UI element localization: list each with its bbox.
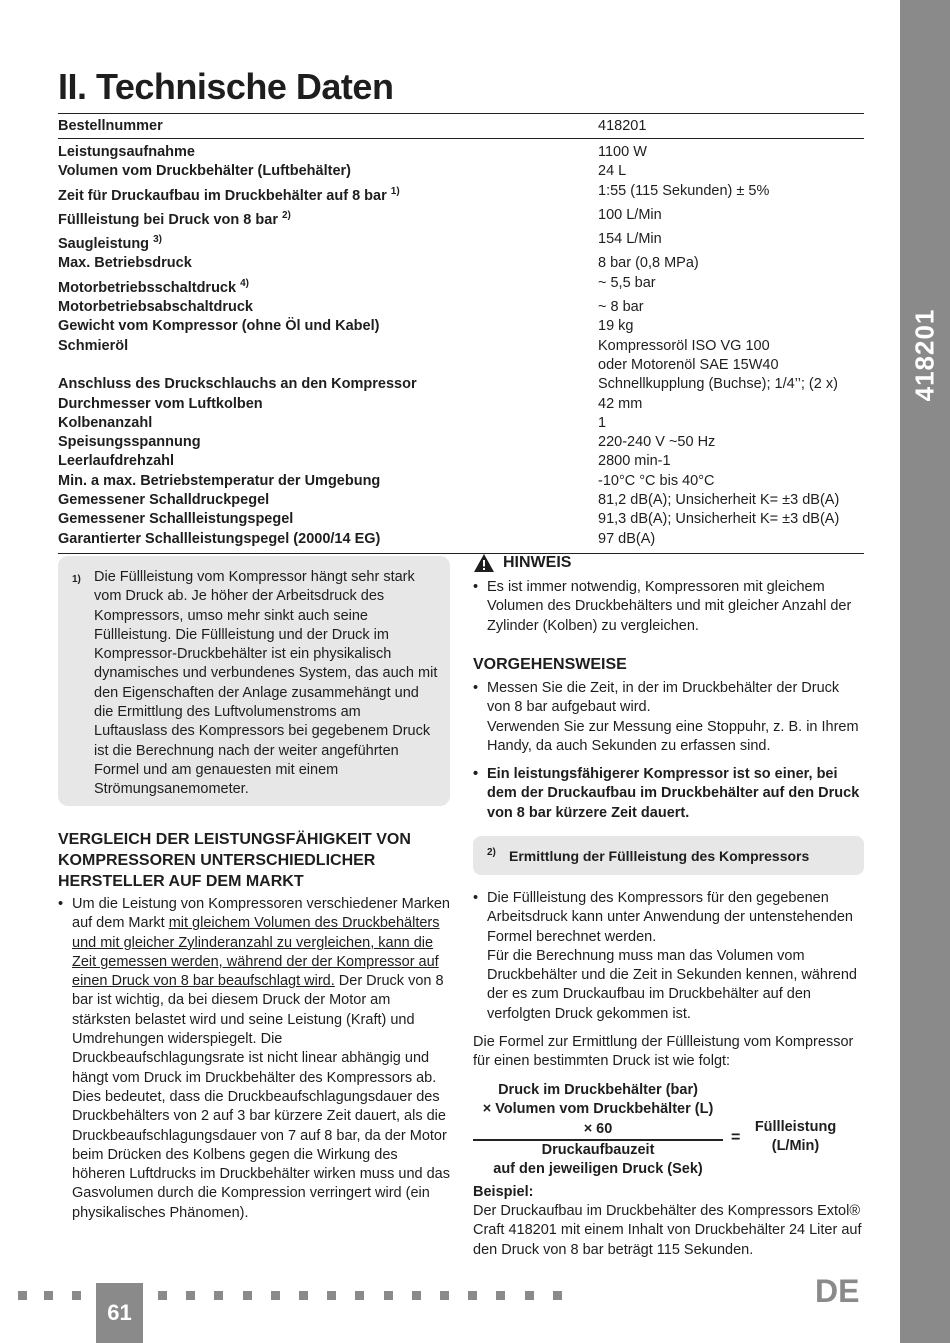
spec-value: Kompressoröl ISO VG 100 oder Motorenöl SAE 15W40 [598, 337, 779, 373]
spec-label [58, 472, 598, 491]
compare-text-a: Um die Leistung von Kompressoren verschiedener Marken auf dem Markt [72, 896, 450, 932]
spec-row [58, 375, 864, 394]
footnote-box [58, 556, 450, 806]
spec-row [58, 206, 864, 230]
spec-label-text: Volumen vom Druckbehälter (Luftbehälter) [58, 163, 351, 180]
spec-value: -10°C °C bis 40°C [598, 472, 715, 489]
page-title: II. Technische Daten [58, 66, 394, 107]
spec-footnote-ref: 3) [153, 234, 162, 246]
vorgehen-text-1b: Verwenden Sie zur Messung eine Stoppuhr, z. B. in Ihrem Handy, da auch Sekunden zu erfassen sind. [487, 718, 859, 754]
spec-label [58, 254, 598, 273]
example-label: Beispiel: [473, 1184, 534, 1200]
spec-row [58, 491, 864, 510]
spec-table [58, 113, 864, 554]
spec-label [58, 395, 598, 414]
spec-value: ~ 5,5 bar [598, 274, 656, 291]
spec-header-row [58, 113, 864, 139]
vorgehen-bullet-2 [473, 765, 865, 823]
spec-label [58, 317, 598, 336]
spec-value: 1100 W [598, 144, 647, 160]
spec-row [58, 298, 864, 317]
spec-label-text: Gemessener Schalldruckpegel [58, 492, 270, 509]
page-number: 61 [96, 1283, 143, 1343]
spec-label-text: Schmieröl [58, 337, 129, 354]
spec-row [58, 274, 864, 298]
spec-value: 81,2 dB(A); Unsicherheit K= ±3 dB(A) [598, 492, 840, 509]
spec-row [58, 433, 864, 452]
compare-bullet [58, 895, 450, 1223]
footer-square [384, 1291, 393, 1300]
spec-label [58, 375, 598, 394]
spec-label [58, 433, 598, 452]
hinweis-bullet [473, 578, 865, 636]
formula-num-line-3: × 60 [583, 1120, 613, 1137]
spec-label [58, 298, 598, 317]
formula-num-line-2: × Volumen vom Druckbehälter (L) [482, 1101, 714, 1118]
spec-value: 97 dB(A) [598, 530, 656, 547]
bullet-dot: • [473, 680, 479, 696]
spec-label-text: Motorbetriebsschaltdruck [58, 279, 237, 296]
spec-row [58, 414, 864, 433]
footer-square [271, 1291, 280, 1300]
formula-section-number: 2) [487, 847, 496, 858]
hinweis-text: Es ist immer notwendig, Kompressoren mit gleichem Volumen des Druckbehälters und mit gleicher Anzahl der Zylinder (Kolben) zu vergleichen. [487, 579, 852, 634]
fill-text [487, 889, 865, 1024]
footer-square [18, 1291, 27, 1300]
spec-label-text: Gewicht vom Kompressor (ohne Öl und Kabel) [58, 318, 380, 335]
spec-label-text: Zeit für Druckaufbau im Druckbehälter auf 8 bar [58, 187, 387, 204]
footer-square [214, 1291, 223, 1300]
example-text: Der Druckaufbau im Druckbehälter des Kompressors Extol® Craft 418201 mit einem Inhalt von Druckbehälter 24 Liter auf den Druck von 8 bar beträgt 115 Sekunden. [473, 1203, 862, 1258]
spec-row [58, 143, 864, 162]
spec-label-text: Füllleistung bei Druck von 8 bar [58, 211, 278, 228]
footer-square [44, 1291, 53, 1300]
spec-label-text: Motorbetriebsabschaltdruck [58, 299, 253, 316]
spec-row [58, 452, 864, 471]
side-strip [900, 0, 950, 1343]
footer-square [496, 1291, 505, 1300]
spec-row [58, 510, 864, 529]
spec-label [58, 530, 598, 549]
spec-label [58, 143, 598, 162]
formula-result [748, 1118, 843, 1157]
spec-label [58, 414, 598, 433]
formula-den-line-1: Druckaufbauzeit [541, 1142, 655, 1158]
spec-label-text: Durchmesser vom Luftkolben [58, 395, 263, 412]
spec-rows [58, 139, 864, 554]
spec-label-text: Max. Betriebsdruck [58, 255, 192, 272]
footnote-number: 1) [72, 574, 81, 585]
fill-text-b: Für die Berechnung muss man das Volumen vom Druckbehälter und die Zeit in Sekunden kennen, während der es zum Druckaufbau im Druckbehälter auf den verfolgten Druck gekommen ist. [487, 947, 857, 1022]
spec-row [58, 254, 864, 273]
spec-footnote-ref: 2) [282, 209, 291, 221]
spec-value: Schnellkupplung (Buchse); 1/4’’; (2 x) [598, 376, 838, 393]
spec-label-text: Speisungsspannung [58, 434, 201, 451]
footer-square [440, 1291, 449, 1300]
spec-label-text: Min. a max. Betriebstemperatur der Umgebung [58, 472, 381, 489]
spec-label [58, 230, 598, 254]
spec-value: 42 mm [598, 395, 643, 412]
vorgehen-heading: VORGEHENSWEISE [473, 656, 627, 673]
compare-text [72, 895, 450, 1223]
spec-label [58, 510, 598, 529]
compare-text-underlined: mit gleichem Volumen des Druckbehälters und mit gleicher Zylinderanzahl zu vergleichen, kann die Zeit gemessen werden, während der der Kompressor auf einen Druck von 8 bar beaufschlagt wird. [72, 915, 440, 990]
spec-value: 24 L [598, 163, 627, 180]
spec-value: 100 L/Min [598, 206, 662, 223]
footer-square [412, 1291, 421, 1300]
fill-text-a: Die Füllleistung des Kompressors für den gegebenen Arbeitsdruck kann unter Anwendung der untenstehenden Formel berechnet werden. [487, 890, 853, 945]
spec-row [58, 182, 864, 206]
spec-label-text: Garantierter Schallleistungspegel (2000/14 EG) [58, 530, 381, 547]
spec-row [58, 530, 864, 549]
formula-denominator [473, 1141, 723, 1180]
footer-square [158, 1291, 167, 1300]
formula-num-line-1: Druck im Druckbehälter (bar) [498, 1082, 698, 1098]
side-product-code: 418201 [909, 308, 940, 402]
spec-row [58, 230, 864, 254]
spec-value: 19 kg [598, 318, 634, 335]
compare-text-b: Der Druck von 8 bar ist wichtig, da bei diesem Druck der Motor am stärksten belastet wird und seine Leistung (Kraft) und Umdrehungen widerspiegelt. Die Druckbeaufschlagungsrate ist nicht linear abhängig und hängt vom Druck im Druckbehälter des Kompressors ab. Dies bedeutet, dass die Druckbeaufschlagungsdauer des Druckbehälters von 2 auf 3 bar kürzere Zeit dauert, als die Druckbeaufschlagungsdauer von 7 auf 8 bar, da der Motor beim Drücken des Kolbens gegen die Wirkung des höheren Luftdrucks im Druckbehälter wirken muss und das Gasvolumen durch die Kompression verringert wird (ein physikalisches Phänomen). [72, 973, 450, 1221]
vorgehen-text-2: Ein leistungsfähigerer Kompressor ist so einer, bei dem der Druckaufbau im Druckbehälter auf den Druck von 8 bar kürzere Zeit dauert. [487, 766, 860, 821]
formula [473, 1081, 865, 1181]
spec-label [58, 452, 598, 471]
formula-intro: Die Formel zur Ermittlung der Füllleistung vom Kompressor für einen bestimmten Druck ist wie folgt: [473, 1034, 854, 1070]
spec-label-text: Gemessener Schallleistungspegel [58, 511, 294, 528]
spec-value: 1:55 (115 Sekunden) ± 5% [598, 182, 770, 199]
spec-header-label: Bestellnummer [58, 118, 163, 134]
vorgehen-text-1a: Messen Sie die Zeit, in der im Druckbehälter der Druck von 8 bar aufgebaut wird. [487, 680, 840, 716]
footer-square [525, 1291, 534, 1300]
spec-label [58, 274, 598, 298]
spec-label-text: Anschluss des Druckschlauchs an den Kompressor [58, 376, 417, 393]
spec-value: ~ 8 bar [598, 299, 644, 316]
spec-row [58, 395, 864, 414]
spec-value: 154 L/Min [598, 231, 662, 248]
spec-label [58, 206, 598, 230]
hinweis-heading-row [473, 553, 571, 573]
bullet-dot: • [473, 766, 479, 782]
footer-square [355, 1291, 364, 1300]
spec-label [58, 182, 598, 206]
vorgehen-text-1 [487, 679, 865, 756]
spec-value: 8 bar (0,8 MPa) [598, 255, 699, 272]
bullet-dot: • [473, 579, 479, 595]
spec-label [58, 491, 598, 510]
spec-footnote-ref: 4) [240, 277, 250, 289]
footer-square [72, 1291, 81, 1300]
vorgehen-bullet-1 [473, 679, 865, 756]
formula-section-title: Ermittlung der Füllleistung des Kompressors [509, 847, 810, 864]
spec-value: 220-240 V ~50 Hz [598, 434, 716, 451]
formula-den-line-2: auf den jeweiligen Druck (Sek) [493, 1161, 703, 1178]
spec-footnote-ref: 1) [390, 185, 400, 197]
footer-square [468, 1291, 477, 1300]
spec-row [58, 472, 864, 491]
spec-row [58, 162, 864, 181]
footer-square [186, 1291, 195, 1300]
spec-row [58, 317, 864, 336]
spec-label-text: Saugleistung [58, 236, 150, 253]
formula-result-line-2: (L/Min) [771, 1138, 820, 1155]
spec-row [58, 337, 864, 376]
hinweis-heading: HINWEIS [503, 554, 572, 571]
formula-numerator [473, 1081, 723, 1139]
bullet-dot: • [473, 890, 479, 906]
language-code: DE [815, 1273, 860, 1309]
spec-value: 1 [598, 414, 607, 431]
footer-square [299, 1291, 308, 1300]
formula-equals: = [731, 1129, 741, 1146]
spec-value: 91,3 dB(A); Unsicherheit K= ±3 dB(A) [598, 511, 840, 528]
warning-triangle-icon [473, 553, 495, 573]
compare-heading: VERGLEICH DER LEISTUNGSFÄHIGKEIT VON KOMPRESSOREN UNTERSCHIEDLICHER HERSTELLER AUF DEM MARKT [58, 831, 411, 890]
formula-section-box [473, 836, 864, 875]
spec-label [58, 337, 598, 376]
fill-bullet [473, 889, 865, 1024]
spec-label-text: Leistungsaufnahme [58, 144, 195, 160]
footnote-text: Die Füllleistung vom Kompressor hängt sehr stark vom Druck ab. Je höher der Arbeitsdruck des Kompressors, umso mehr sinkt auch seine Füllleistung. Die Füllleistung und der Druck im Kompressor-Druckbehälter ist ein physikalisch dynamisches und verbundenes System, das auch mit den Eigenschaften der Anlage zusammehängt und die Ermittlung des Luftvolumenstroms am Luftauslass des Kompressors bei gegebenem Druck ist die Berechnung nach der weiter angeführten Formel und am genauesten mit einem Strömungsanemometer. [94, 569, 438, 798]
spec-label [58, 162, 598, 181]
spec-value: 2800 min-1 [598, 453, 671, 470]
spec-header-value: 418201 [598, 118, 647, 134]
formula-result-line-1: Füllleistung [754, 1119, 837, 1135]
footer-square [327, 1291, 336, 1300]
footer-square [243, 1291, 252, 1300]
spec-label-text: Leerlaufdrehzahl [58, 453, 175, 470]
spec-label-text: Kolbenanzahl [58, 414, 153, 431]
bullet-dot: • [58, 896, 64, 912]
footer-square [553, 1291, 562, 1300]
